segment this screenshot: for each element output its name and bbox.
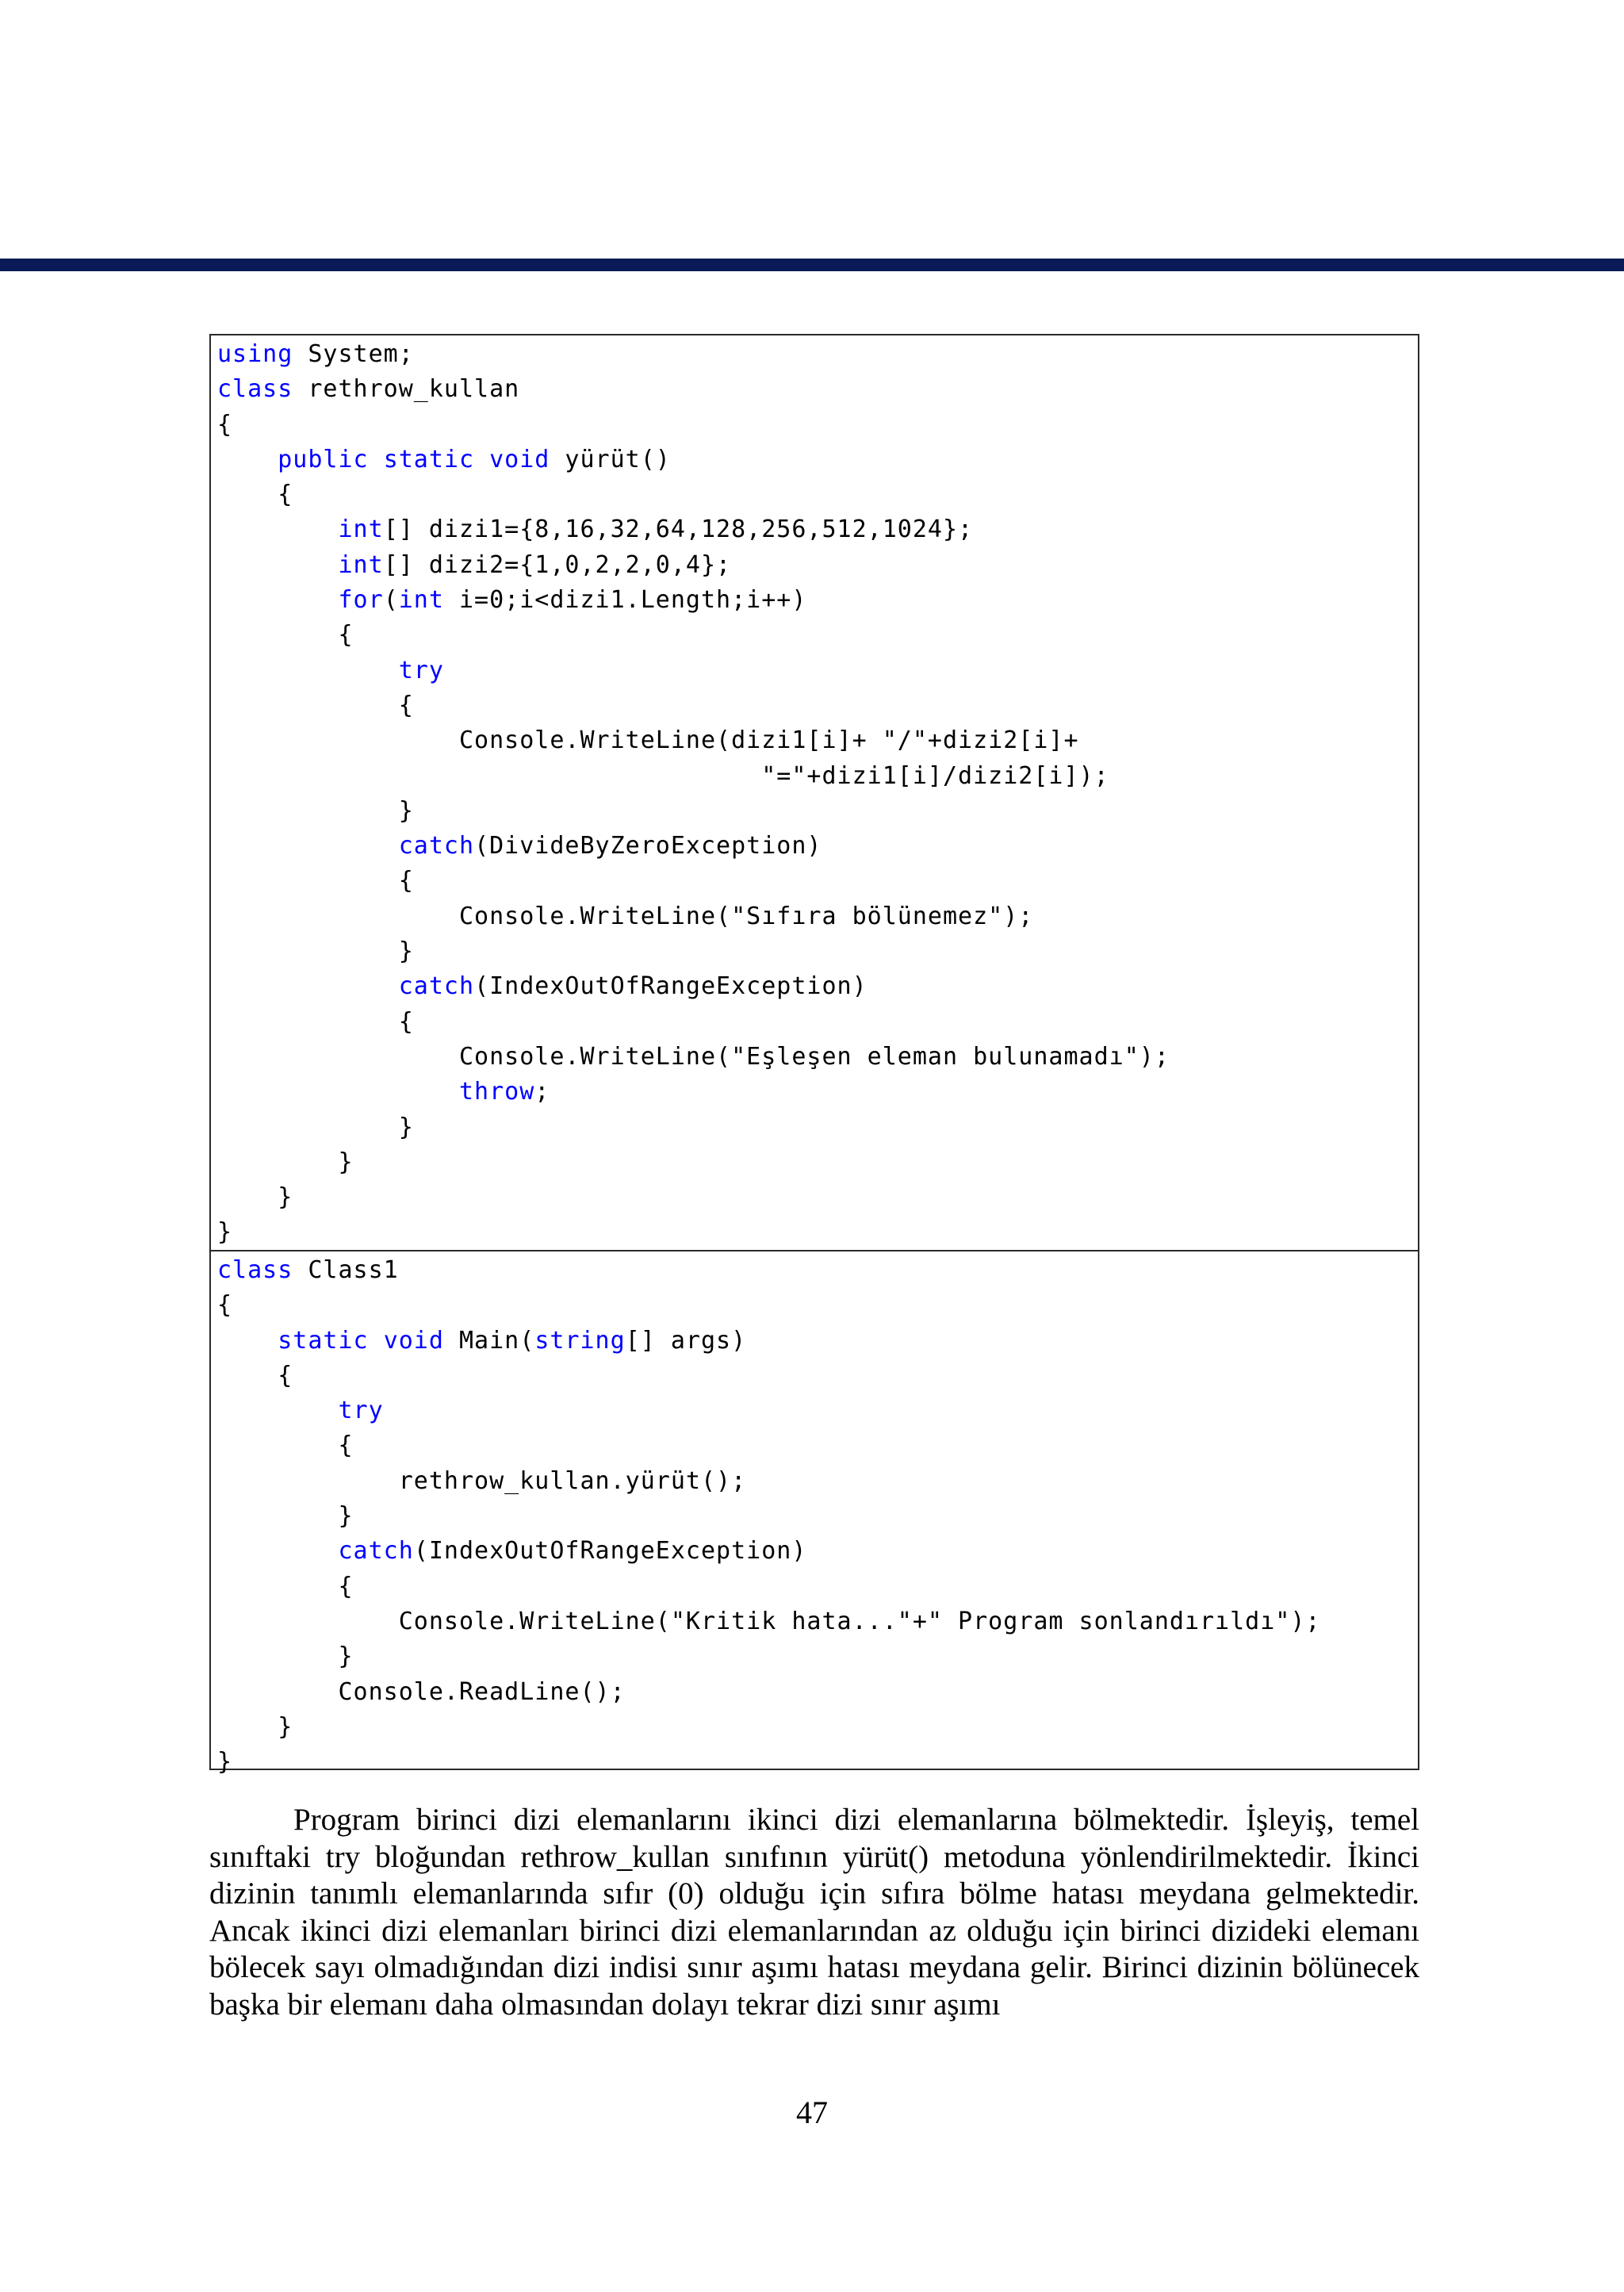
code-keyword: try	[398, 656, 444, 684]
code-text: [] args)	[625, 1326, 747, 1355]
code-keyword: static	[278, 1326, 369, 1355]
code-text: Console.WriteLine("Sıfıra bölünemez");	[217, 902, 1034, 930]
page-number: 47	[796, 2095, 828, 2130]
code-line	[217, 1288, 1321, 1323]
code-line	[217, 688, 1170, 723]
code-line	[217, 583, 1170, 618]
code-text: }	[217, 1148, 354, 1176]
code-lines	[217, 1253, 1321, 1780]
body-text	[209, 1802, 1419, 2023]
code-text: System;	[293, 340, 414, 368]
code-text: {	[217, 1291, 233, 1320]
code-text	[217, 1078, 459, 1106]
code-line	[217, 1393, 1321, 1428]
code-line	[217, 864, 1170, 899]
code-text: Console.WriteLine("Eşleşen eleman bulunamadı");	[217, 1042, 1170, 1071]
code-text: }	[217, 937, 414, 966]
code-line	[217, 1324, 1321, 1359]
code-text	[369, 446, 384, 473]
code-line	[217, 1005, 1170, 1040]
code-line	[217, 794, 1170, 829]
code-line	[217, 1639, 1321, 1674]
code-keyword: int	[398, 586, 444, 615]
code-line	[217, 1428, 1321, 1463]
code-text: Console.WriteLine(dizi1[i]+ "/"+dizi2[i]+	[217, 726, 1079, 755]
code-line	[217, 1604, 1321, 1639]
code-text	[217, 551, 339, 579]
code-line	[217, 1145, 1170, 1180]
code-keyword: catch	[398, 832, 475, 860]
code-text: {	[217, 1007, 414, 1036]
code-line	[217, 1253, 1321, 1288]
code-text: {	[217, 481, 293, 509]
code-text: {	[217, 410, 233, 439]
code-text: rethrow_kullan	[293, 375, 520, 404]
code-line	[217, 1464, 1321, 1499]
paragraph: Program birinci dizi elemanlarını ikinci dizi elemanlarına bölmektedir. İşleyiş, temel sınıftaki try bloğundan rethrow_kullan sınıfının yürüt() metoduna yönlendirilmektedir. İkinci dizinin tanımlı elemanlarında sıfır (0) olduğu için sıfıra bölme hatası meydana gelmektedir. Ancak ikinci dizi elemanları birinci dizi elemanlarından az olduğu için birinci dizideki elemanı bölecek sayı olmadığından dizi indisi sınır aşımı hatası meydana gelir. Birinci dizinin bölünecek başka bir elemanı daha olmasından dolayı tekrar dizi sınır aşımı	[209, 1803, 1419, 2022]
code-text	[217, 446, 278, 473]
code-text: ;	[534, 1078, 550, 1106]
code-text: i=0;i<dizi1.Length;i++)	[443, 586, 807, 615]
code-text: {	[217, 1361, 293, 1389]
code-text: (	[383, 586, 399, 615]
code-text: yürüt()	[550, 445, 671, 473]
code-keyword: string	[534, 1326, 626, 1355]
code-text: {	[217, 621, 354, 650]
code-text	[217, 1537, 339, 1565]
code-keyword: try	[338, 1397, 384, 1425]
code-text: (DivideByZeroException)	[474, 832, 822, 860]
code-keyword: catch	[338, 1537, 414, 1566]
code-line	[217, 723, 1170, 758]
code-line	[217, 899, 1170, 934]
code-text: {	[217, 1432, 354, 1460]
code-lines	[217, 337, 1170, 1251]
code-text	[217, 1327, 278, 1355]
code-line	[217, 653, 1170, 688]
code-keyword: using	[217, 340, 293, 368]
code-line	[217, 829, 1170, 864]
code-text: Console.ReadLine();	[217, 1677, 626, 1706]
code-text: Console.WriteLine("Kritik hata..."+" Program sonlandırıldı");	[217, 1607, 1321, 1635]
code-text	[217, 586, 339, 614]
code-text: }	[217, 1748, 233, 1776]
code-text	[369, 1327, 384, 1355]
code-line	[217, 337, 1170, 372]
code-line	[217, 934, 1170, 969]
code-keyword: for	[338, 586, 384, 615]
code-text	[217, 657, 399, 684]
code-text: [] dizi2={1,0,2,2,0,4};	[383, 550, 732, 579]
code-line	[217, 1675, 1321, 1710]
code-keyword: catch	[398, 972, 475, 1001]
code-listing-class1	[209, 1250, 1419, 1776]
code-text	[217, 516, 339, 543]
code-line	[217, 512, 1170, 547]
code-line	[217, 1040, 1170, 1075]
code-keyword: public	[278, 445, 369, 473]
code-text: }	[217, 1502, 354, 1531]
code-line	[217, 1180, 1170, 1215]
code-keyword: int	[338, 516, 384, 544]
code-text	[217, 972, 399, 1000]
code-keyword: int	[338, 550, 384, 579]
code-text: {	[217, 691, 414, 719]
header-rule	[0, 259, 1624, 271]
code-line	[217, 618, 1170, 653]
code-text: (IndexOutOfRangeException)	[413, 1537, 807, 1566]
code-line	[217, 969, 1170, 1004]
code-line	[217, 759, 1170, 794]
code-text	[217, 1397, 339, 1424]
code-text: }	[217, 1183, 293, 1212]
code-line	[217, 1075, 1170, 1110]
code-text	[217, 832, 399, 860]
code-keyword: throw	[458, 1078, 535, 1106]
code-keyword: static	[383, 445, 475, 473]
code-text	[474, 446, 489, 473]
code-keyword: void	[383, 1326, 444, 1355]
code-line	[217, 1710, 1321, 1745]
code-text: }	[217, 1712, 293, 1741]
code-text: }	[217, 1642, 354, 1671]
code-text: }	[217, 796, 414, 825]
code-text: [] dizi1={8,16,32,64,128,256,512,1024};	[383, 516, 974, 544]
code-keyword: class	[217, 1256, 293, 1284]
code-line	[217, 1110, 1170, 1145]
code-line	[217, 1359, 1321, 1393]
code-line	[217, 1570, 1321, 1604]
code-line	[217, 443, 1170, 477]
code-text: Main(	[443, 1326, 535, 1355]
code-text: {	[217, 867, 414, 895]
code-line	[217, 1745, 1321, 1780]
code-line	[217, 1215, 1170, 1250]
code-line	[217, 1499, 1321, 1534]
code-keyword: void	[489, 445, 550, 473]
code-text: "="+dizi1[i]/dizi2[i]);	[217, 761, 1109, 790]
code-line	[217, 372, 1170, 407]
code-line	[217, 1534, 1321, 1569]
code-text: {	[217, 1572, 354, 1600]
code-listing-rethrow-kullan	[209, 334, 1419, 1251]
code-text: rethrow_kullan.yürüt();	[217, 1466, 747, 1495]
code-line	[217, 548, 1170, 583]
code-line	[217, 477, 1170, 512]
code-text: }	[217, 1218, 233, 1247]
code-line	[217, 408, 1170, 443]
code-text: Class1	[293, 1256, 399, 1284]
code-keyword: class	[217, 375, 293, 404]
code-text: (IndexOutOfRangeException)	[474, 972, 868, 1001]
code-text: }	[217, 1113, 414, 1141]
